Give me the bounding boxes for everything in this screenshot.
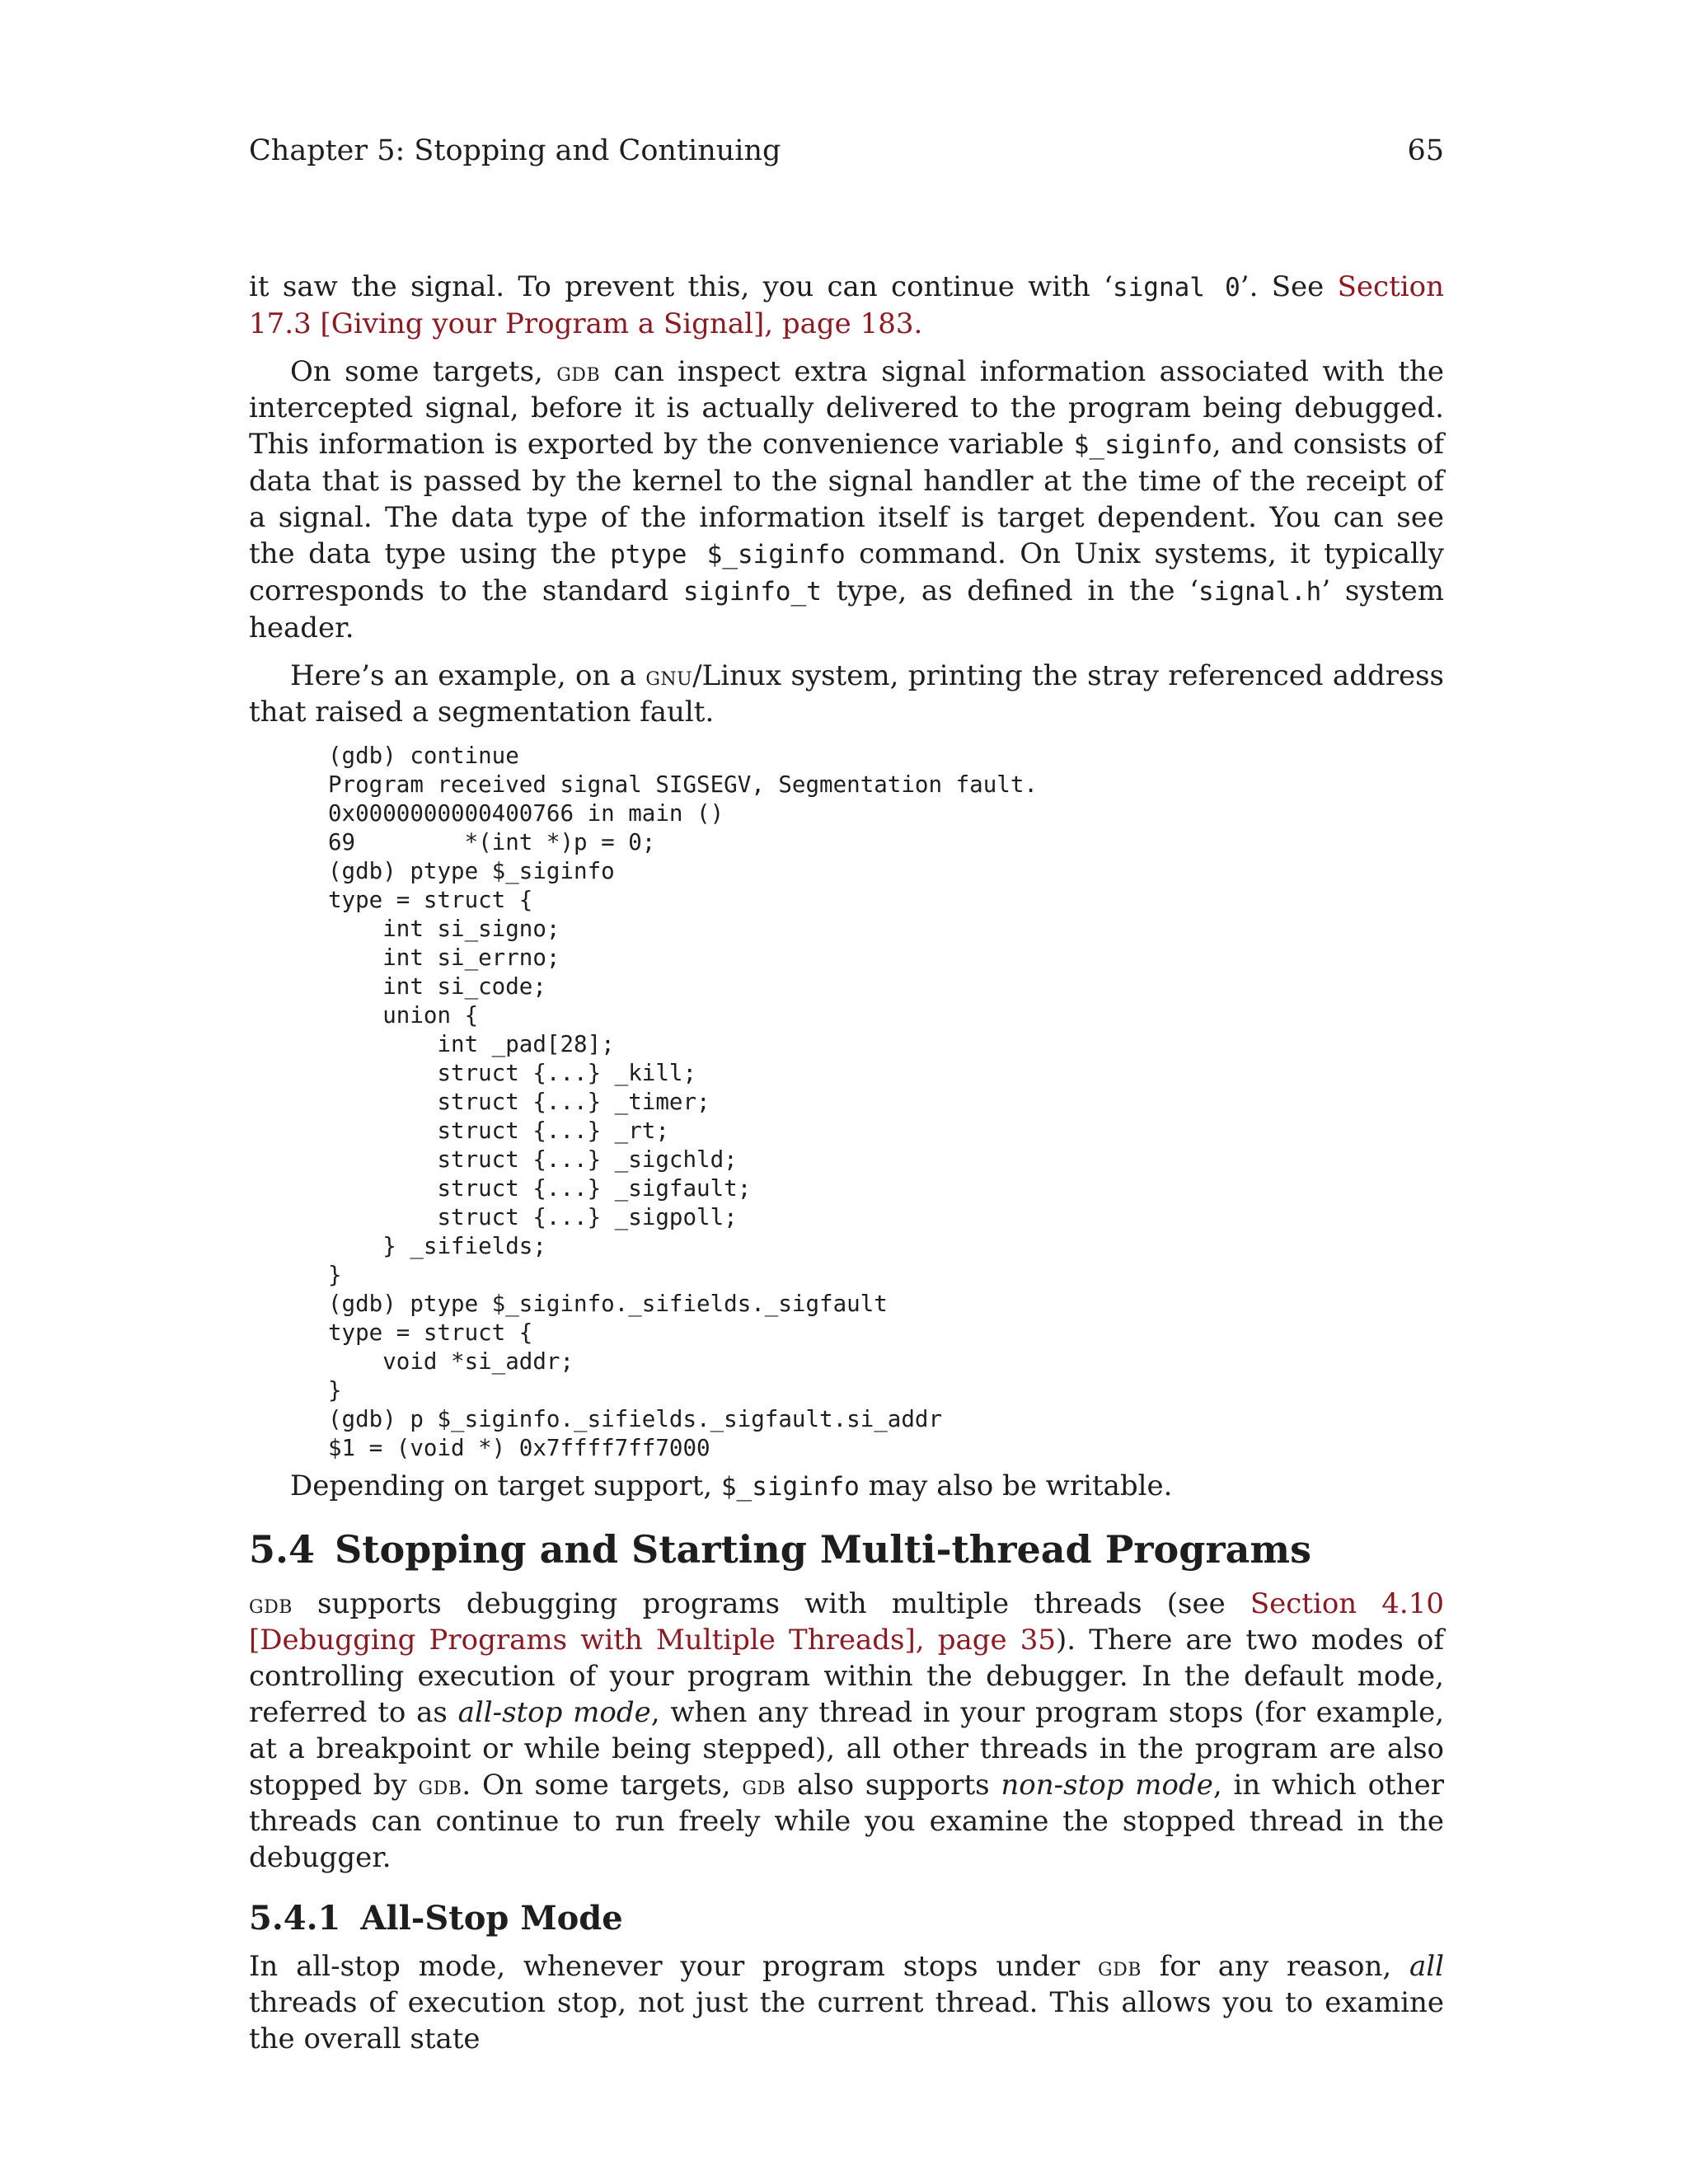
page-number: 65 (1407, 134, 1444, 167)
term-all-stop-mode: all-stop mode (457, 1696, 651, 1729)
gnu-name: gnu (645, 660, 693, 691)
section-heading-5-4 (249, 1525, 1444, 1574)
paragraph-signal-continue: it saw the signal. To prevent this, you can continue with ‘signal 0’. See Section 17.3 [Giving your Program a Signal], page 183. (249, 270, 1444, 340)
link-section-17-3[interactable]: Section 17.3 [Giving your Program a Signal], page 183 (249, 270, 1444, 340)
running-header (249, 130, 1444, 171)
code-example: (gdb) continue Program received signal SIGSEGV, Segmentation fault. 0x0000000000400766 in main () 69 *(int *)p = 0; (gdb) ptype $_siginfo type = struct { int si_signo; int si_errno; int si_code; union { int _pad[28]; struct {...} _kill; struct {...} _timer; struct {...} _rt; struct {...} _sigchld; struct {...} _sigfault; struct {...} _sigpoll; } _sifields; } (gdb) ptype $_siginfo._sifields._sigfault type = struct { void *si_addr; } (gdb) p $_siginfo._sifields._sigfault.si_addr $1 = (void *) 0x7ffff7ff7000 (328, 743, 1038, 1461)
code-siginfo: $_siginfo (1073, 430, 1212, 460)
code-siginfo: $_siginfo (720, 1472, 860, 1502)
section-number: 5.4 (249, 1527, 316, 1572)
subsection-title: All-Stop Mode (360, 1899, 623, 1938)
gdb-name: gdb (556, 356, 601, 387)
code-siginfo-t: siginfo_t (682, 577, 822, 607)
paragraph-multithread: gdb supports debugging programs with multiple threads (see Section 4.10 [Debugging Programs with Multiple Threads], page 35). There are two modes of controlling execution of your program within the debugger. In the default mode, referred to as all-stop mode, when any thread in your program stops (for example, at a breakpoint or while being stepped), all other threads in the program are also stopped by gdb. On some targets, gdb also supports non-stop mode, in which other threads can continue to run freely while you examine the stopped thread in the debugger. (249, 1587, 1445, 1874)
chapter-title: Chapter 5: Stopping and Continuing (249, 134, 781, 167)
link-section-4-10[interactable]: Section 4.10 [Debugging Programs with Multiple Threads], page 35 (249, 1587, 1445, 1657)
term-non-stop-mode: non-stop mode (1001, 1769, 1213, 1802)
code-signal-h: signal.h (1198, 577, 1322, 607)
document-page (249, 0, 1444, 2184)
paragraph-siginfo-writable: Depending on target support, $_siginfo may also be writable. (290, 1469, 1173, 1502)
gdb-name: gdb (418, 1769, 462, 1801)
paragraph-example-intro: Here’s an example, on a gnu/Linux system, printing the stray referenced address that raised a segmentation fault. (249, 659, 1444, 729)
gdb-name: gdb (742, 1769, 786, 1801)
term-all: all (1409, 1950, 1444, 1983)
gdb-name: gdb (249, 1588, 293, 1619)
section-heading-5-4-1 (249, 1897, 1444, 1940)
subsection-number: 5.4.1 (249, 1899, 341, 1938)
gdb-name: gdb (1098, 1951, 1142, 1982)
section-title: Stopping and Starting Multi-thread Programs (335, 1527, 1312, 1572)
paragraph-siginfo-intro: On some targets, gdb can inspect extra signal information associated with the intercepted signal, before it is actually delivered to the program being debugged. This information is exported by the convenience variable $_siginfo, and consists of data that is passed by the kernel to the signal handler at the time of the receipt of a signal. The data type of the information itself is target dependent. You can see the data type using the ptype $_siginfo command. On Unix systems, it typically corresponds to the standard siginfo_t type, as defined in the ‘signal.h’ system header. (249, 355, 1444, 644)
body-text (249, 269, 1444, 2069)
code-signal-0: signal 0 (1112, 273, 1240, 302)
paragraph-all-stop: In all-stop mode, whenever your program stops under gdb for any reason, all threads of execution stop, not just the current thread. This allows you to examine the overall state (249, 1950, 1444, 2055)
code-ptype-siginfo: ptype $_siginfo (610, 540, 846, 569)
